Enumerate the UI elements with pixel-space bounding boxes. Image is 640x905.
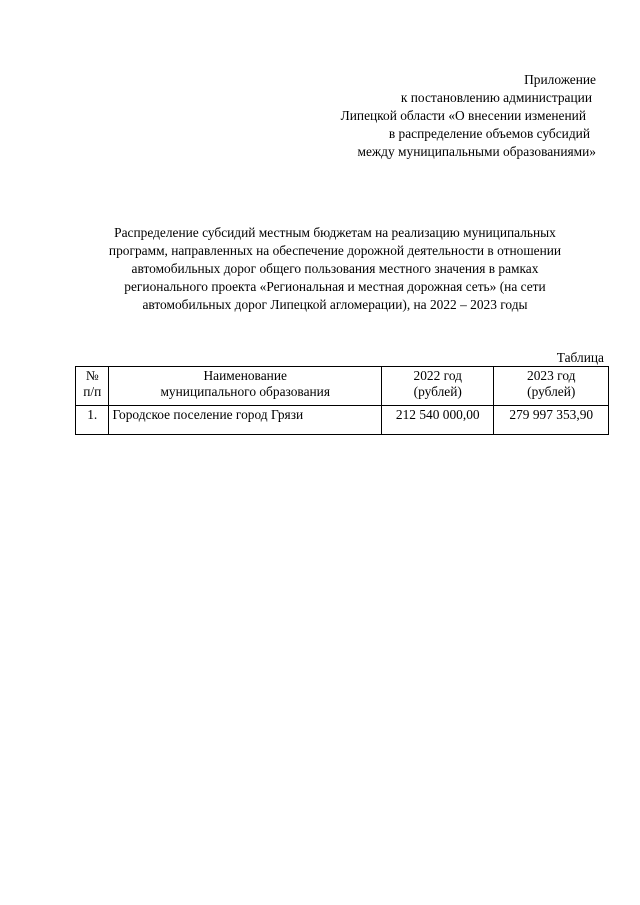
row-2022-amount: 212 540 000,00 (382, 406, 494, 435)
header-num-line: п/п (83, 384, 102, 399)
appendix-line: Приложение (524, 72, 596, 87)
header-2023-line: (рублей) (527, 384, 576, 399)
header-2022 (382, 367, 494, 406)
header-2022-line: (рублей) (413, 384, 462, 399)
header-2022-line: 2022 год (413, 368, 462, 383)
subsidies-table (75, 366, 609, 435)
header-num (76, 367, 109, 406)
header-num-line: № (85, 368, 99, 383)
title-line: автомобильных дорог Липецкой агломерации), на 2022 – 2023 годы (142, 297, 528, 312)
title-line: автомобильных дорог общего пользования местного значения в рамках (131, 261, 539, 276)
appendix-header (266, 71, 596, 161)
document-title (82, 224, 588, 314)
row-num: 1. (76, 406, 109, 435)
title-line: программ, направленных на обеспечение дорожной деятельности в отношении (108, 243, 562, 258)
appendix-line: Липецкой области «О внесении изменений (340, 108, 586, 123)
header-name-line: муниципального образования (160, 384, 330, 399)
header-2023-line: 2023 год (527, 368, 576, 383)
header-name-line: Наименование (203, 368, 287, 383)
title-line: Распределение субсидий местным бюджетам на реализацию муниципальных (114, 225, 556, 240)
appendix-line: к постановлению администрации (400, 90, 592, 105)
table-caption: Таблица (556, 350, 604, 365)
appendix-line: между муниципальными образованиями» (357, 144, 596, 159)
row-municipality: Городское поселение город Грязи (109, 406, 382, 435)
appendix-line: в распределение объемов субсидий (388, 126, 590, 141)
title-line: регионального проекта «Региональная и местная дорожная сеть» (на сети (124, 279, 546, 294)
header-name (109, 367, 382, 406)
row-2023-amount: 279 997 353,90 (494, 406, 609, 435)
header-2023 (494, 367, 609, 406)
table-row (76, 406, 609, 435)
table-header-row (76, 367, 609, 406)
